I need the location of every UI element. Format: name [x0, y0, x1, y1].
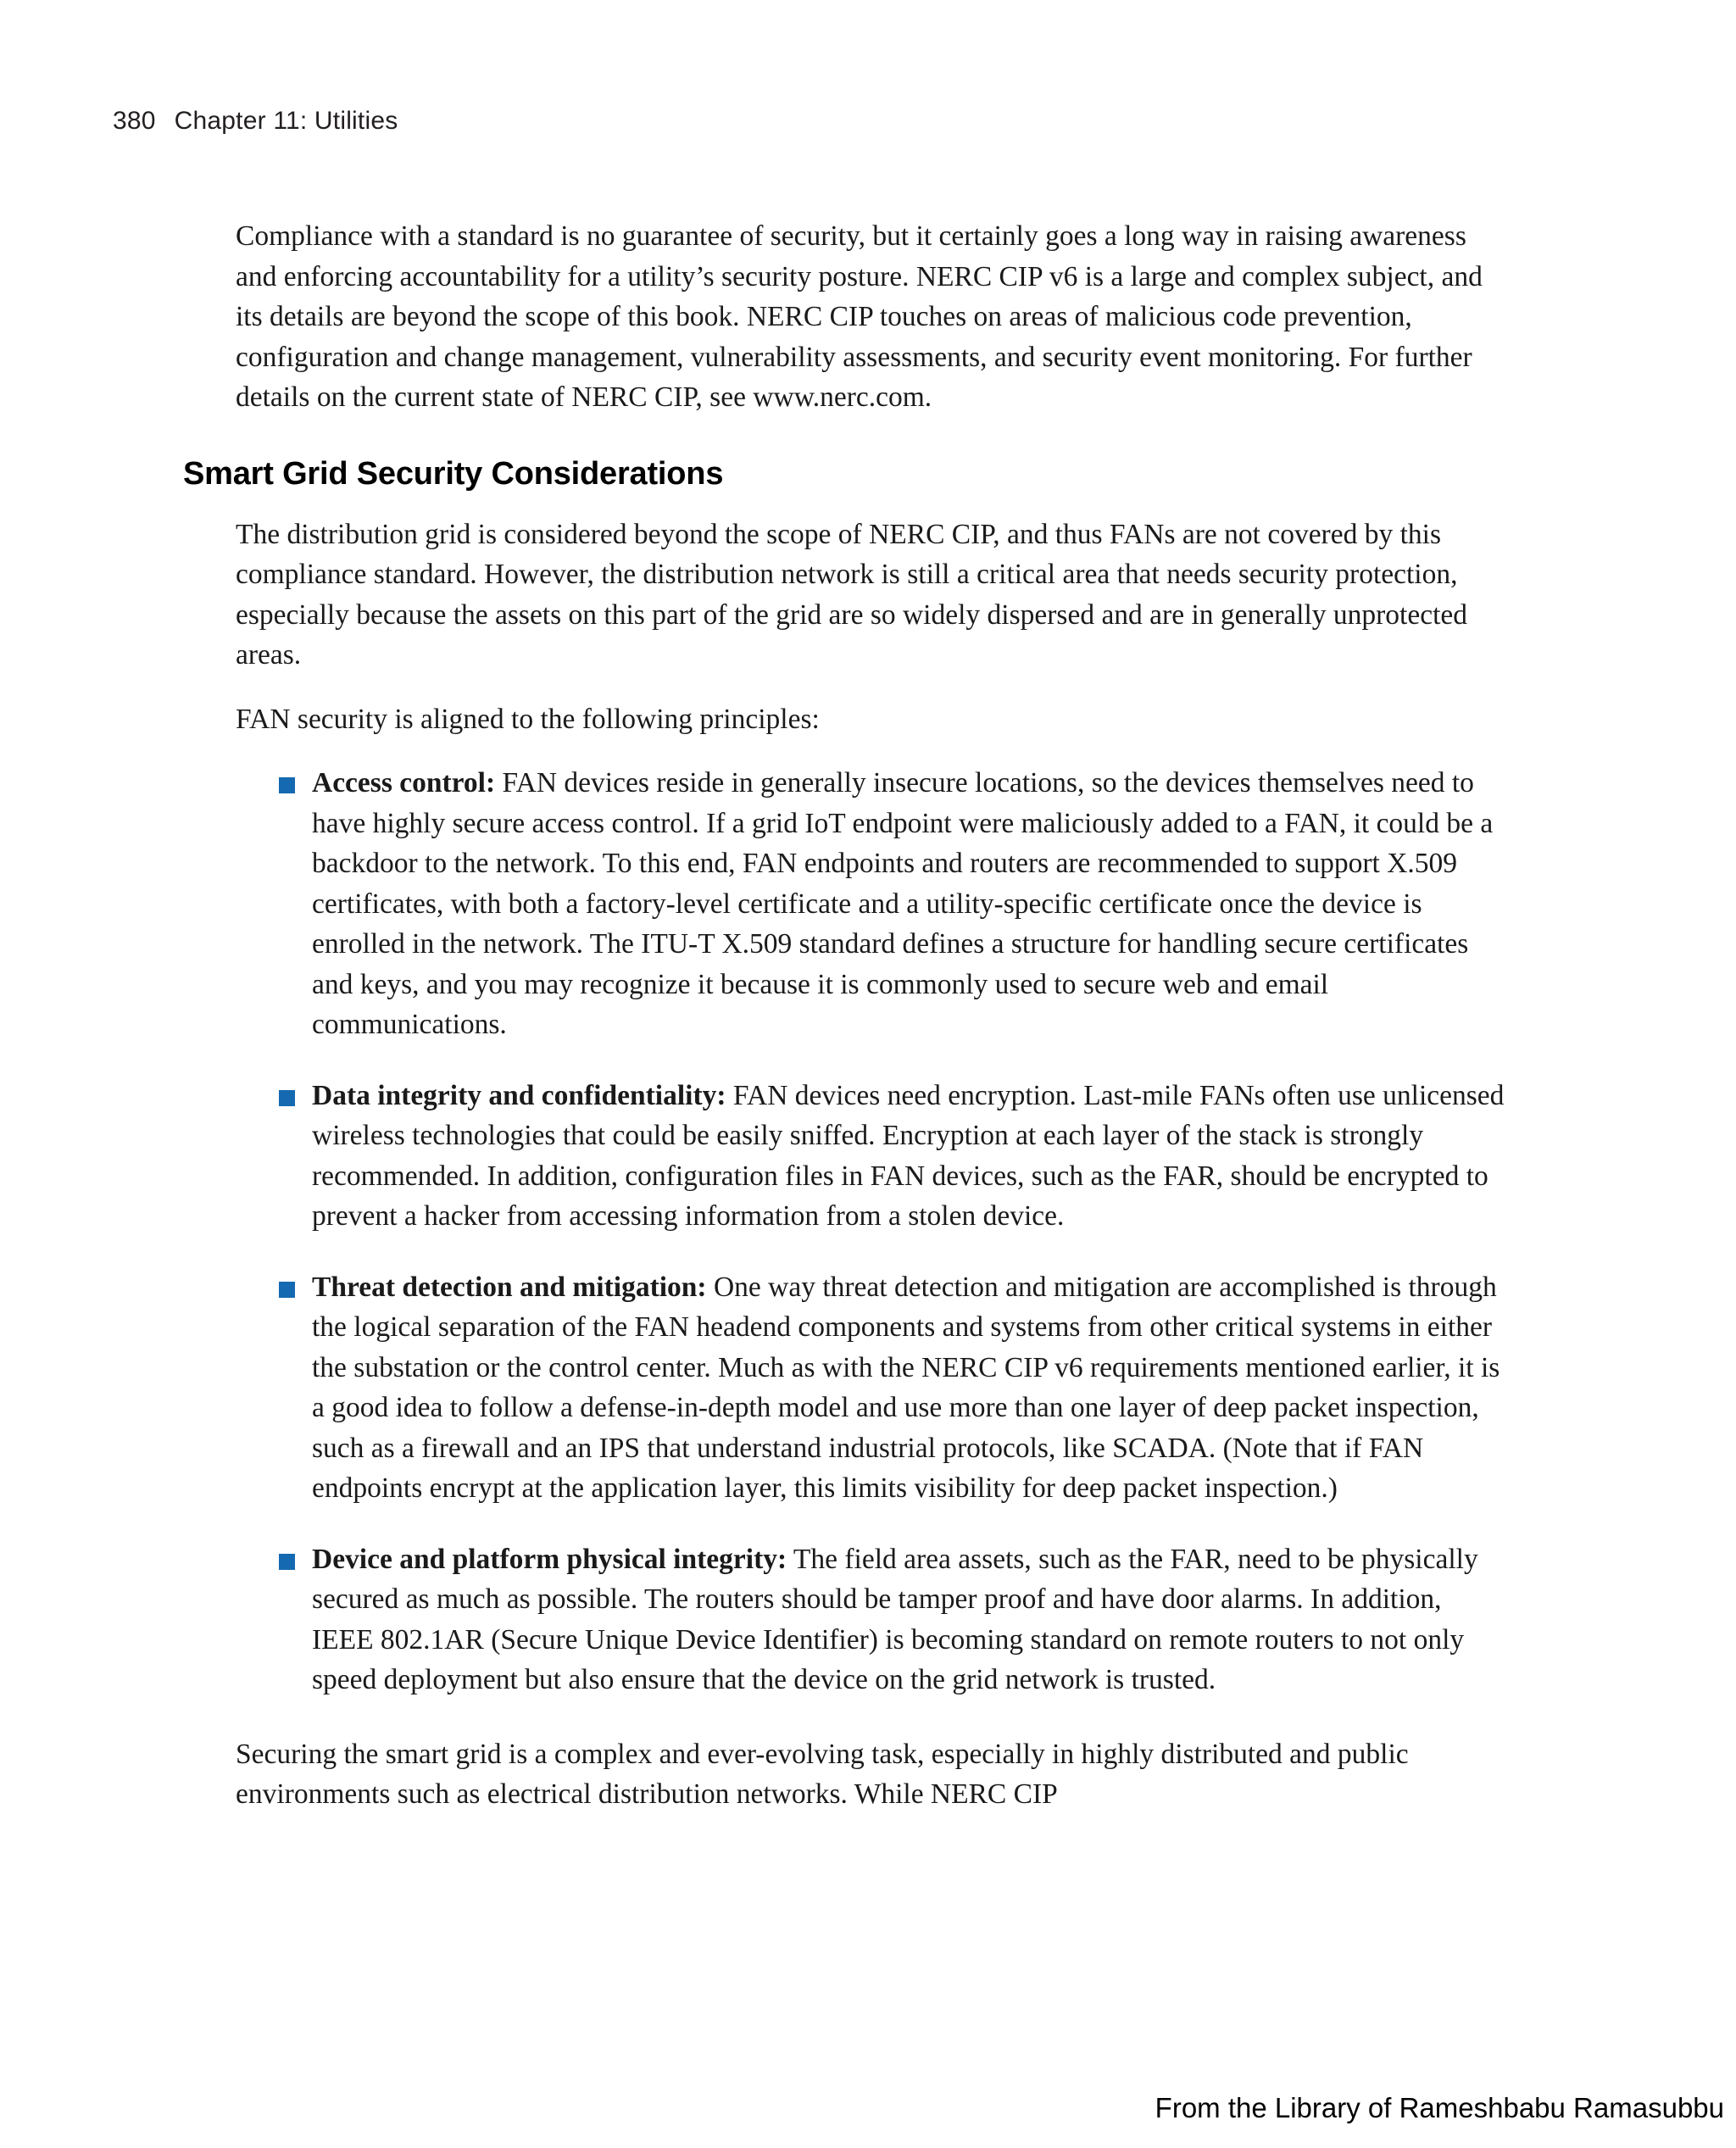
bullet-square-icon: [279, 777, 295, 793]
closing-paragraph: Securing the smart grid is a complex and ever-evolving task, especially in highly distributed and public environments such as electrical distribution networks. While NERC CIP: [236, 1738, 1409, 1810]
list-item-lead: Threat detection and mitigation:: [312, 1271, 707, 1303]
section-paragraph-2: FAN security is aligned to the following principles:: [236, 703, 820, 735]
list-item-lead: Access control:: [312, 767, 496, 799]
list-item-text: FAN devices reside in generally insecure locations, so the devices themselves need to have highly secure access control. If a grid IoT endpoint were maliciously added to a FAN, it could be a backdoor to the network. To this end, FAN endpoints and routers are recommended to support X.509 certificates, with both a factory-level certificate and a utility-specific certificate once the device is enrolled in the network. The ITU-T X.509 standard defines a structure for handling secure certificates and keys, and you may recognize it because it is commonly used to secure web and email communications.: [312, 767, 1494, 1040]
chapter-title: Chapter 11: Utilities: [174, 107, 398, 135]
footer-attribution: From the Library of Rameshbabu Ramasubbu: [1155, 2092, 1724, 2123]
running-head: [113, 107, 398, 136]
list-item-lead: Data integrity and confidentiality:: [312, 1079, 726, 1111]
list-item: [236, 1267, 1507, 1509]
section-paragraph-1: The distribution grid is considered beyond the scope of NERC CIP, and thus FANs are not covered by this compliance standard. However, the distribution network is still a critical area that needs security protection, especially because the assets on this part of the grid are so widely dispersed and are in generally unprotected areas.: [236, 518, 1468, 671]
bullet-square-icon: [279, 1090, 295, 1106]
list-item-text: One way threat detection and mitigation are accomplished is through the logical separation of the FAN headend components and systems from other critical systems in either the substation or the control center. Much as with the NERC CIP v6 requirements mentioned earlier, it is a good idea to follow a defense-in-depth model and use more than one layer of deep packet inspection, such as a firewall and an IPS that understand industrial protocols, like SCADA. (Note that if FAN endpoints encrypt at the application layer, this limits visibility for deep packet inspection.): [312, 1271, 1500, 1504]
list-item-text: FAN devices need encryption. Last-mile FANs often use unlicensed wireless technologies that could be easily sniffed. Encryption at each layer of the stack is strongly recommended. In addition, configuration files in FAN devices, such as the FAR, should be encrypted to prevent a hacker from accessing information from a stolen device.: [312, 1079, 1505, 1232]
principles-list: [236, 763, 1507, 1700]
list-item: [236, 1076, 1507, 1237]
list-item-lead: Device and platform physical integrity:: [312, 1543, 787, 1575]
page-number: 380: [113, 107, 156, 135]
intro-paragraph: Compliance with a standard is no guarantee of security, but it certainly goes a long way in raising awareness and enforcing accountability for a utility’s security posture. NERC CIP v6 is a large and complex subject, and its details are beyond the scope of this book. NERC CIP touches on areas of malicious code prevention, configuration and change management, vulnerability assessments, and security event monitoring. For further details on the current state of NERC CIP, see www.nerc.com.: [236, 220, 1483, 413]
section-heading: Smart Grid Security Considerations: [183, 455, 724, 492]
list-item: [236, 1539, 1507, 1700]
bullet-square-icon: [279, 1554, 295, 1570]
text-column: [183, 216, 1507, 1815]
bullet-square-icon: [279, 1282, 295, 1298]
list-item: [236, 763, 1507, 1045]
list-item-text: The field area assets, such as the FAR, need to be physically secured as much as possible. The routers should be tamper proof and have door alarms. In addition, IEEE 802.1AR (Secure Unique Device Identifier) is becoming standard on remote routers to not only speed deployment but also ensure that the device on the grid network is trusted.: [312, 1543, 1478, 1695]
